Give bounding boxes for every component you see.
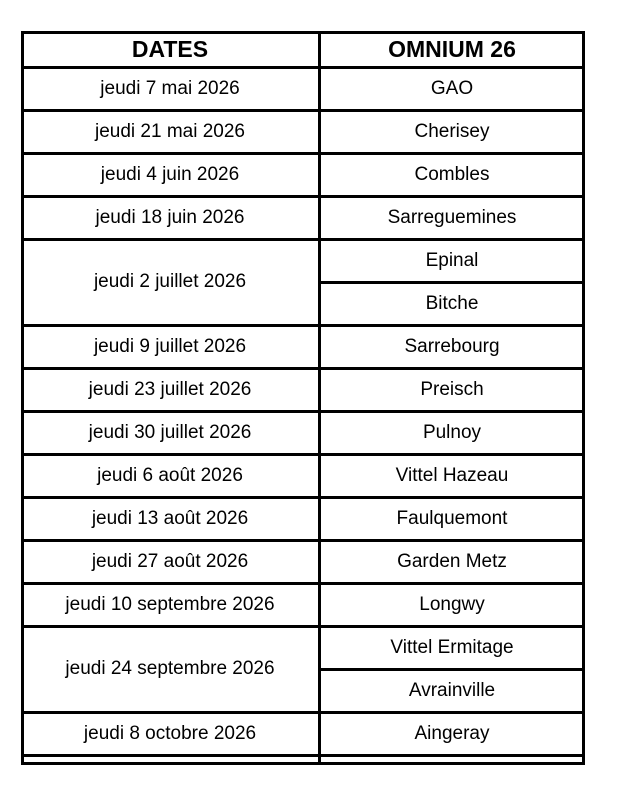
date-cell: jeudi 6 août 2026	[97, 464, 243, 486]
venue-cell: Pulnoy	[422, 421, 482, 443]
venue-cell: Vittel Ermitage	[390, 636, 514, 658]
header-dates: DATES	[131, 36, 209, 62]
venue-cell: Epinal	[425, 249, 479, 271]
date-cell: jeudi 27 août 2026	[91, 550, 249, 572]
table-rule	[21, 496, 585, 499]
table-rule	[21, 66, 585, 69]
table-rule	[21, 754, 585, 757]
table-rule	[21, 539, 585, 542]
table-border-right	[582, 32, 585, 765]
date-cell: jeudi 30 juillet 2026	[88, 421, 252, 443]
venue-cell: Cherisey	[414, 120, 490, 142]
table-rule	[21, 711, 585, 714]
venue-cell: Avrainville	[408, 679, 496, 701]
venue-cell: Combles	[414, 163, 490, 185]
table-rule	[21, 582, 585, 585]
header-omnium: OMNIUM 26	[388, 36, 516, 62]
table-rule	[21, 453, 585, 456]
date-cell: jeudi 23 juillet 2026	[88, 378, 252, 400]
date-cell: jeudi 4 juin 2026	[100, 163, 240, 185]
venue-cell: Aingeray	[414, 722, 490, 744]
venue-cell: Garden Metz	[397, 550, 507, 572]
table-rule	[21, 109, 585, 112]
date-cell: jeudi 18 juin 2026	[95, 206, 245, 228]
venue-cell: Vittel Hazeau	[395, 464, 509, 486]
date-cell: jeudi 8 octobre 2026	[83, 722, 257, 744]
table-rule	[21, 324, 585, 327]
schedule-table	[21, 32, 585, 772]
venue-cell: Sarreguemines	[387, 206, 517, 228]
date-cell: jeudi 10 septembre 2026	[65, 593, 275, 615]
date-cell: jeudi 21 mai 2026	[95, 120, 245, 142]
table-rule	[319, 281, 585, 284]
column-divider	[318, 32, 321, 765]
date-cell: jeudi 7 mai 2026	[100, 77, 240, 99]
table-rule	[319, 668, 585, 671]
table-rule	[21, 152, 585, 155]
date-cell: jeudi 24 septembre 2026	[65, 658, 275, 679]
venue-cell: GAO	[430, 77, 474, 99]
venue-cell: Preisch	[420, 378, 484, 400]
table-rule	[21, 762, 585, 765]
table-rule	[21, 238, 585, 241]
table-rule	[21, 625, 585, 628]
table-border-left	[21, 32, 24, 765]
table-rule	[21, 195, 585, 198]
venue-cell: Faulquemont	[396, 507, 508, 529]
table-rule	[21, 410, 585, 413]
venue-cell: Bitche	[425, 292, 479, 314]
date-cell: jeudi 13 août 2026	[91, 507, 249, 529]
date-cell: jeudi 9 juillet 2026	[93, 335, 247, 357]
table-rule	[21, 31, 585, 34]
venue-cell: Sarrebourg	[404, 335, 500, 357]
table-rule	[21, 367, 585, 370]
date-cell: jeudi 2 juillet 2026	[93, 271, 247, 292]
venue-cell: Longwy	[419, 593, 485, 615]
